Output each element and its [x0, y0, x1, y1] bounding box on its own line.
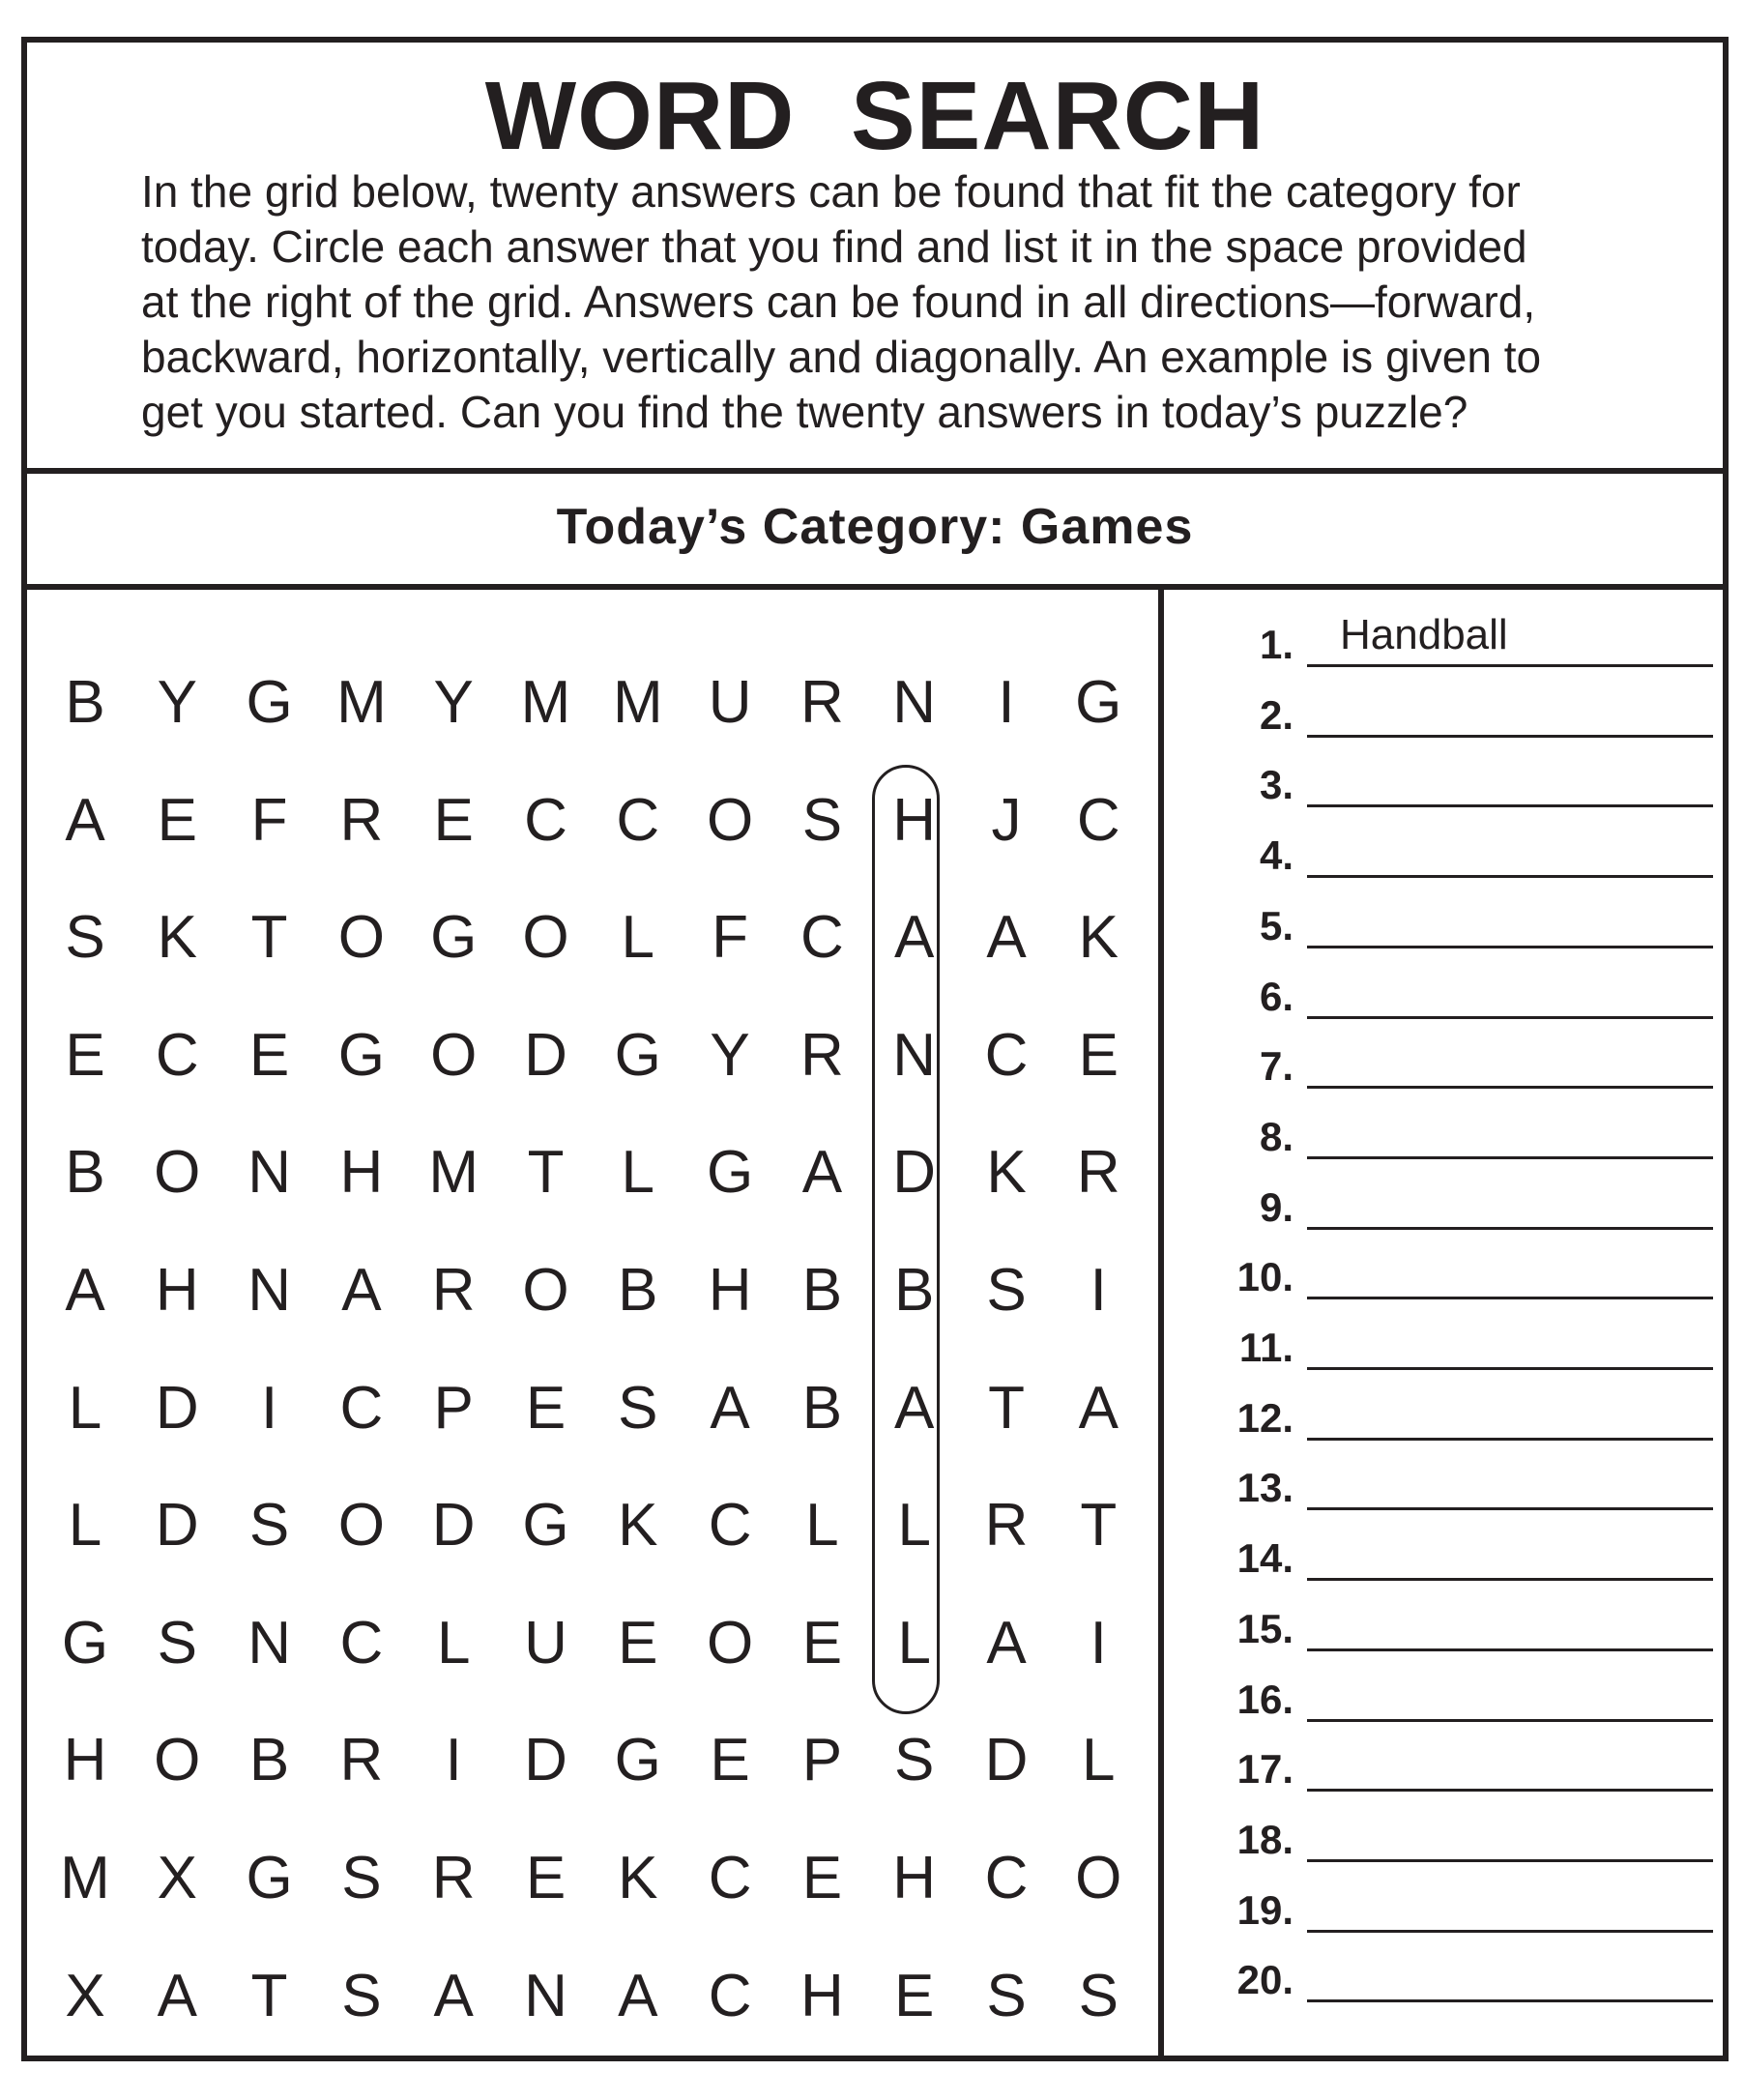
answer-row [1164, 682, 1723, 740]
grid-letter[interactable]: B [618, 1257, 658, 1324]
instructions [141, 164, 1541, 440]
grid-letter[interactable]: S [341, 1962, 382, 2029]
instructions-line: at the right of the grid. Answers can be found in all directions—forward, [141, 277, 1536, 327]
grid-letter[interactable]: A [65, 786, 105, 854]
grid-letter[interactable]: N [524, 1962, 567, 2029]
grid-letter[interactable]: D [524, 1021, 567, 1089]
grid-letter[interactable]: C [984, 1845, 1029, 1911]
grid-letter[interactable]: E [525, 1374, 567, 1442]
answer-number: 4. [1259, 832, 1293, 879]
grid-letter[interactable]: L [621, 904, 655, 972]
grid-letter[interactable]: H [155, 1257, 199, 1324]
grid-letter[interactable]: C [708, 1492, 752, 1560]
grid-letter[interactable]: A [710, 1374, 750, 1442]
grid-letter[interactable]: G [614, 1727, 661, 1794]
grid-letter[interactable]: L [897, 1609, 931, 1677]
grid-letter[interactable]: N [247, 1609, 291, 1677]
grid-letter[interactable]: M [336, 669, 387, 736]
grid-letter[interactable]: C [155, 1021, 199, 1089]
grid-letter[interactable]: T [250, 904, 288, 972]
grid-letter[interactable]: J [991, 786, 1022, 854]
grid-letter[interactable]: B [65, 1139, 105, 1207]
grid-letter[interactable]: O [154, 1727, 201, 1794]
grid-letter[interactable]: A [986, 1609, 1027, 1677]
grid-letter[interactable]: E [248, 1021, 290, 1089]
grid-letter[interactable]: I [998, 669, 1015, 736]
grid-letter[interactable]: A [801, 1139, 843, 1207]
answer-blank-line[interactable] [1307, 946, 1713, 948]
grid-letter[interactable]: Y [157, 669, 197, 736]
grid-letter[interactable]: P [801, 1727, 843, 1794]
grid-letter[interactable]: O [430, 1021, 478, 1089]
grid-letter[interactable]: G [246, 1845, 293, 1911]
grid-letter[interactable]: G [522, 1492, 569, 1560]
grid-letter[interactable]: R [984, 1492, 1029, 1560]
grid-letter[interactable]: X [157, 1845, 197, 1911]
grid-letter[interactable]: C [524, 786, 567, 854]
grid-letter[interactable]: O [154, 1139, 201, 1207]
answer-row [1164, 1454, 1723, 1512]
grid-letter[interactable]: E [894, 1962, 935, 2029]
instructions-line: In the grid below, twenty answers can be found that fit the category for [141, 166, 1521, 217]
answer-blank-line[interactable] [1307, 1999, 1713, 2002]
grid-letter[interactable]: D [155, 1374, 199, 1442]
answer-blank-line[interactable] [1307, 1156, 1713, 1159]
grid-letter[interactable]: C [339, 1374, 384, 1442]
grid-letter[interactable]: S [986, 1962, 1027, 2029]
header-section [27, 43, 1723, 474]
answer-row [1164, 822, 1723, 880]
grid-letter[interactable]: S [618, 1374, 658, 1442]
grid-letter[interactable]: S [801, 786, 843, 854]
answer-number: 17. [1236, 1746, 1293, 1793]
grid-letter[interactable]: B [801, 1257, 843, 1324]
grid-letter[interactable]: H [63, 1727, 107, 1794]
grid-letter[interactable]: S [248, 1492, 290, 1560]
answer-number: 5. [1259, 902, 1293, 948]
grid-letter[interactable]: D [984, 1727, 1029, 1794]
answer-blank-line[interactable] [1307, 735, 1713, 738]
grid-letter[interactable]: P [433, 1374, 474, 1442]
answer-row [1164, 751, 1723, 809]
answer-number: 18. [1236, 1816, 1293, 1862]
grid-letter[interactable]: O [337, 1492, 385, 1560]
letter-grid[interactable] [27, 590, 1158, 2061]
answer-blank-line[interactable] [1307, 1367, 1713, 1370]
grid-letter[interactable]: T [527, 1139, 565, 1207]
answer-number: 13. [1236, 1465, 1293, 1511]
instructions-line: get you started. Can you find the twenty answers in today’s puzzle? [141, 387, 1468, 437]
answer-text: Handball [1340, 611, 1508, 658]
answer-blank-line[interactable] [1307, 664, 1713, 667]
grid-letter[interactable]: R [339, 1727, 384, 1794]
grid-letter[interactable]: C [1076, 786, 1120, 854]
grid-letter[interactable]: A [433, 1962, 474, 2029]
answer-blank-line[interactable] [1307, 1578, 1713, 1581]
grid-letter[interactable]: E [433, 786, 474, 854]
answer-number: 12. [1236, 1394, 1293, 1441]
grid-letter[interactable]: U [524, 1609, 567, 1677]
grid-letter[interactable]: S [986, 1257, 1027, 1324]
answer-number: 8. [1259, 1113, 1293, 1159]
grid-letter[interactable]: S [157, 1609, 197, 1677]
answer-number: 10. [1236, 1254, 1293, 1300]
answer-row [1164, 1243, 1723, 1301]
answer-number: 3. [1259, 762, 1293, 808]
grid-letter[interactable]: K [618, 1845, 658, 1911]
answer-number: 7. [1259, 1043, 1293, 1090]
grid-letter[interactable]: O [706, 786, 754, 854]
grid-letter[interactable]: D [892, 1139, 937, 1207]
grid-letter[interactable]: L [805, 1492, 839, 1560]
grid-letter[interactable]: G [706, 1139, 754, 1207]
answer-blank-line[interactable] [1307, 1930, 1713, 1933]
answer-row [1164, 1735, 1723, 1794]
grid-letter[interactable]: G [61, 1609, 109, 1677]
answer-row [1164, 1103, 1723, 1161]
grid-letter[interactable]: A [341, 1257, 382, 1324]
grid-letter[interactable]: F [250, 786, 288, 854]
grid-letter[interactable]: N [892, 669, 937, 736]
grid-letter[interactable]: E [618, 1609, 658, 1677]
answer-blank-line[interactable] [1307, 875, 1713, 878]
grid-letter[interactable]: S [1078, 1962, 1119, 2029]
answer-row [1164, 1314, 1723, 1372]
grid-letter[interactable]: H [892, 786, 937, 854]
answer-row [1164, 1595, 1723, 1653]
category-label: Today’s Category: Games [556, 499, 1194, 555]
answer-blank-line[interactable] [1307, 1086, 1713, 1089]
puzzle-frame [21, 37, 1729, 2061]
answer-blank-line[interactable] [1307, 1648, 1713, 1651]
grid-letter[interactable]: H [708, 1257, 752, 1324]
grid-letter[interactable]: T [988, 1374, 1025, 1442]
answer-list [1164, 590, 1723, 2061]
grid-letter[interactable]: T [250, 1962, 288, 2029]
grid-letter[interactable]: N [247, 1139, 291, 1207]
grid-letter[interactable]: A [65, 1257, 105, 1324]
grid-letter[interactable]: X [65, 1962, 105, 2029]
answer-row [1164, 611, 1723, 669]
grid-letter[interactable]: R [431, 1845, 476, 1911]
grid-letter[interactable]: A [894, 1374, 935, 1442]
grid-letter[interactable]: U [708, 669, 752, 736]
answer-row [1164, 1877, 1723, 1935]
answer-blank-line[interactable] [1307, 1016, 1713, 1019]
answer-blank-line[interactable] [1307, 1507, 1713, 1510]
grid-letter[interactable]: N [892, 1021, 937, 1089]
grid-letter[interactable]: C [800, 904, 844, 972]
grid-letter[interactable]: L [621, 1139, 655, 1207]
grid-letter[interactable]: R [1076, 1139, 1120, 1207]
grid-letter[interactable]: H [800, 1962, 844, 2029]
grid-letter[interactable]: R [339, 786, 384, 854]
answer-blank-line[interactable] [1307, 1859, 1713, 1862]
grid-letter[interactable]: M [520, 669, 571, 736]
grid-letter[interactable]: A [986, 904, 1027, 972]
grid-letter[interactable]: L [68, 1374, 102, 1442]
grid-letter[interactable]: M [428, 1139, 480, 1207]
answer-row [1164, 1174, 1723, 1232]
answer-blank-line[interactable] [1307, 1297, 1713, 1299]
grid-letter[interactable]: N [247, 1257, 291, 1324]
grid-letter[interactable]: D [431, 1492, 476, 1560]
grid-letter[interactable]: A [157, 1962, 197, 2029]
answer-blank-line[interactable] [1307, 1227, 1713, 1230]
category-bar [27, 474, 1723, 590]
grid-letter[interactable]: C [708, 1962, 752, 2029]
grid-letter[interactable]: H [339, 1139, 384, 1207]
grid-letter[interactable]: K [618, 1492, 658, 1560]
grid-letter[interactable]: M [612, 669, 663, 736]
grid-letter[interactable]: G [337, 1021, 385, 1089]
grid-letter[interactable]: H [892, 1845, 937, 1911]
grid-letter[interactable]: E [710, 1727, 750, 1794]
grid-letter[interactable]: K [157, 904, 197, 972]
grid-letter[interactable]: A [1078, 1374, 1119, 1442]
grid-letter[interactable]: E [525, 1845, 567, 1911]
answer-blank-line[interactable] [1307, 1719, 1713, 1722]
instructions-line: backward, horizontally, vertically and diagonally. An example is given to [141, 332, 1542, 382]
answer-number: 19. [1236, 1886, 1293, 1933]
answer-row [1164, 1525, 1723, 1583]
grid-letter[interactable]: S [341, 1845, 382, 1911]
grid-letter[interactable]: O [522, 1257, 569, 1324]
answer-blank-line[interactable] [1307, 1438, 1713, 1441]
grid-letter[interactable]: K [1078, 904, 1119, 972]
grid-letter[interactable]: I [260, 1374, 278, 1442]
grid-letter[interactable]: F [712, 904, 749, 972]
answer-number: 1. [1259, 622, 1293, 667]
answer-number: 11. [1238, 1325, 1293, 1370]
grid-letter[interactable]: E [1078, 1021, 1119, 1089]
grid-letter[interactable]: L [436, 1609, 471, 1677]
grid-letter[interactable]: G [246, 669, 293, 736]
grid-letter[interactable]: C [616, 786, 660, 854]
grid-letter[interactable]: B [248, 1727, 290, 1794]
grid-letter[interactable]: O [337, 904, 385, 972]
answer-row [1164, 1385, 1723, 1443]
grid-letter[interactable]: A [894, 904, 935, 972]
grid-letter[interactable]: D [155, 1492, 199, 1560]
answer-row [1164, 1666, 1723, 1724]
grid-letter[interactable]: O [706, 1609, 754, 1677]
answer-number: 2. [1259, 691, 1293, 738]
answer-number: 9. [1259, 1183, 1293, 1230]
grid-letter[interactable]: E [801, 1845, 843, 1911]
grid-letter[interactable]: D [524, 1727, 567, 1794]
answer-blank-line[interactable] [1307, 1789, 1713, 1792]
grid-letter[interactable]: G [430, 904, 478, 972]
grid-letter[interactable]: C [708, 1845, 752, 1911]
answer-number: 20. [1236, 1957, 1293, 2003]
grid-letter[interactable]: E [801, 1609, 843, 1677]
grid-letter[interactable]: B [801, 1374, 843, 1442]
grid-letter[interactable]: G [1075, 669, 1122, 736]
answer-row [1164, 963, 1723, 1021]
grid-letter[interactable]: G [614, 1021, 661, 1089]
answer-number: 6. [1259, 973, 1293, 1019]
grid-letter[interactable]: I [445, 1727, 462, 1794]
grid-letter[interactable]: R [431, 1257, 476, 1324]
grid-letter[interactable]: M [60, 1845, 110, 1911]
grid-letter[interactable]: B [894, 1257, 935, 1324]
grid-letter[interactable]: O [1075, 1845, 1122, 1911]
answer-number: 14. [1236, 1535, 1293, 1582]
answer-blank-line[interactable] [1307, 804, 1713, 807]
grid-letter[interactable]: I [1090, 1257, 1107, 1324]
answer-number: 15. [1236, 1605, 1293, 1651]
grid-letter[interactable]: R [800, 1021, 844, 1089]
grid-letter[interactable]: C [984, 1021, 1029, 1089]
answer-number: 16. [1236, 1676, 1293, 1722]
grid-letter[interactable]: L [68, 1492, 102, 1560]
grid-letter[interactable]: E [157, 786, 197, 854]
instructions-line: today. Circle each answer that you find and list it in the space provided [141, 221, 1527, 272]
grid-letter[interactable]: L [1082, 1727, 1116, 1794]
grid-letter[interactable]: Y [710, 1021, 750, 1089]
grid-letter[interactable]: K [986, 1139, 1027, 1207]
answer-row [1164, 1946, 1723, 2004]
grid-letter[interactable]: E [65, 1021, 105, 1089]
grid-letter[interactable]: Y [433, 669, 474, 736]
grid-letter[interactable]: T [1080, 1492, 1118, 1560]
grid-letter[interactable]: A [618, 1962, 658, 2029]
grid-letter[interactable]: S [894, 1727, 935, 1794]
grid-letter[interactable]: O [522, 904, 569, 972]
answer-row [1164, 892, 1723, 950]
puzzle-title: WORD SEARCH [484, 62, 1265, 170]
grid-letter[interactable]: I [1090, 1609, 1107, 1677]
grid-letter[interactable]: B [65, 669, 105, 736]
answer-row [1164, 1806, 1723, 1864]
grid-letter[interactable]: C [339, 1609, 384, 1677]
grid-letter[interactable]: S [65, 904, 105, 972]
answer-row [1164, 1033, 1723, 1091]
grid-letter[interactable]: L [897, 1492, 931, 1560]
grid-letter[interactable]: R [800, 669, 844, 736]
